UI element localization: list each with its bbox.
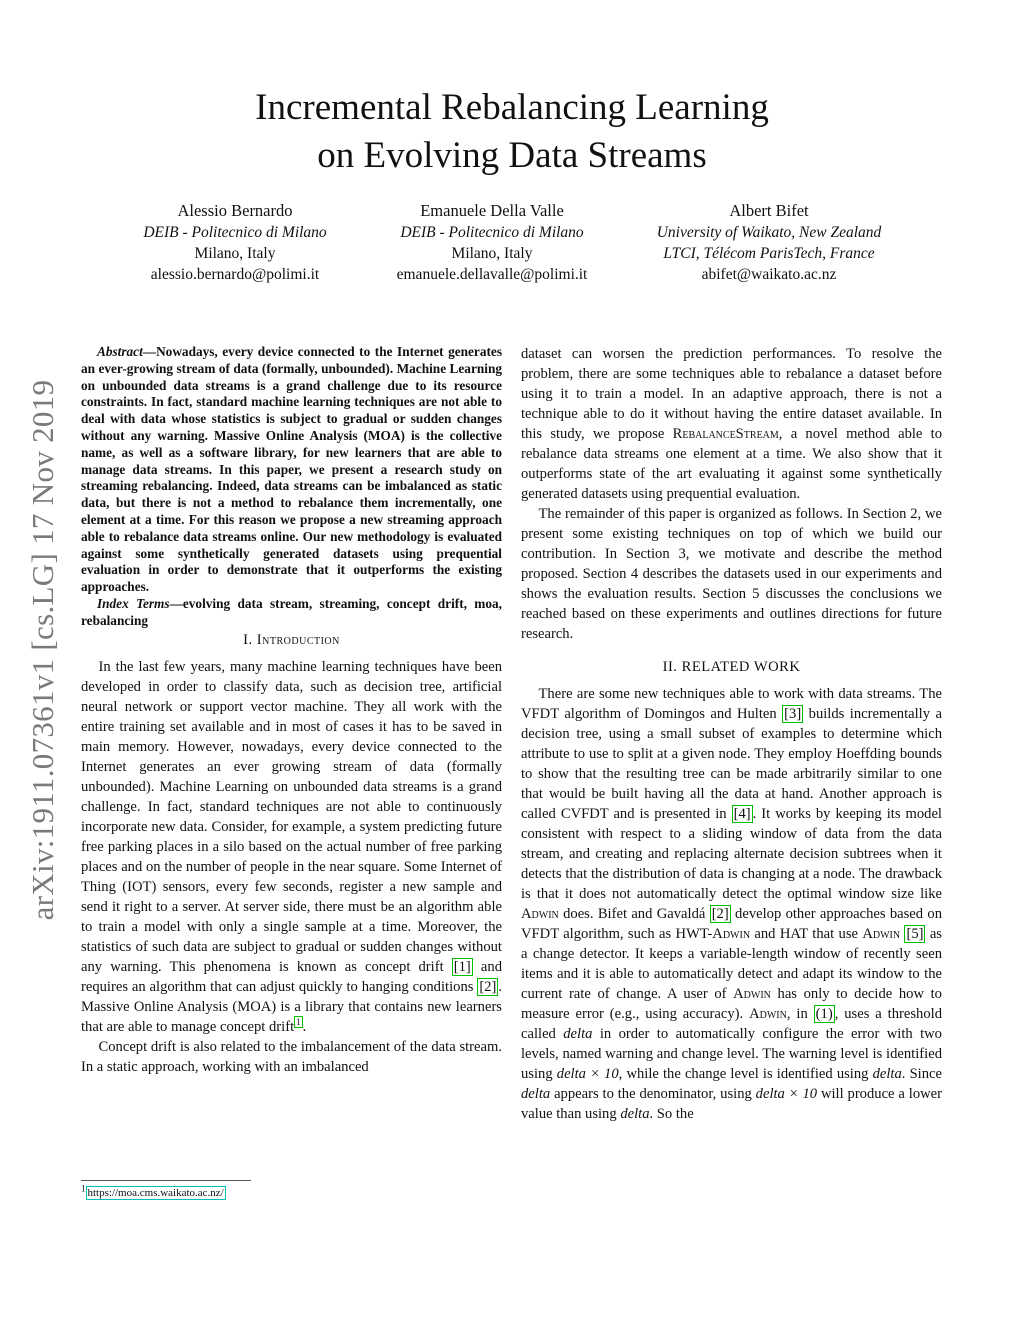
citation-link[interactable]: [2] xyxy=(711,906,729,922)
method-name: RebalanceStream xyxy=(672,426,779,442)
author-email: emanuele.dellavalle@polimi.it xyxy=(396,266,588,283)
abstract xyxy=(81,344,502,596)
intro-paragraph-2-continued: dataset can worsen the prediction performances. To resolve the problem, there are some techniques able to rebalance a dataset before using it to train a model. In an adaptive approach, there is not a technique able to do it without having the entire dataset available. In this study, we propose RebalanceStream, a novel method able to rebalance data streams one element at a time. We also show that it outperforms state of the art evaluating it against some synthetically generated datasets using prequential evaluation. xyxy=(521,346,942,502)
citation-link[interactable]: [1] xyxy=(453,958,471,975)
citation-link[interactable]: [2] xyxy=(479,978,497,995)
author-email: alessio.bernardo@polimi.it xyxy=(150,266,320,283)
right-column xyxy=(521,344,942,1124)
title-line-2: on Evolving Data Streams xyxy=(317,135,707,176)
left-column xyxy=(81,344,502,1077)
footnote-rule xyxy=(81,1180,251,1181)
intro-paragraph-3: The remainder of this paper is organized as follows. In Section 2, we present some existing techniques on top of which we build our contribution. In Section 3, we motivate and describe the method proposed. Section 4 describes the datasets used in our experiments and shows the evaluation results. Section 5 discusses the conclusions we reached based on these experiments and outlines directions for future research. xyxy=(521,506,942,642)
index-terms xyxy=(81,596,502,630)
index-terms-label: Index Terms xyxy=(96,595,170,611)
author-affiliation: DEIB - Politecnico di Milano xyxy=(143,224,327,241)
footnote-number: 1 xyxy=(81,1183,86,1194)
author-location: Milano, Italy xyxy=(451,245,533,262)
section-heading-introduction: I. Introduction xyxy=(243,631,340,648)
section-heading-related-work: II. RELATED WORK xyxy=(662,659,801,675)
citation-link[interactable]: [3] xyxy=(784,706,802,722)
author-email: abifet@waikato.ac.nz xyxy=(701,266,837,283)
author-1 xyxy=(85,200,385,285)
footnote-url-link[interactable]: https://moa.cms.waikato.ac.nz/ xyxy=(87,1187,224,1199)
citation-link[interactable]: [5] xyxy=(906,926,924,942)
author-location: LTCI, Télécom ParisTech, France xyxy=(663,245,875,262)
arxiv-identifier: arXiv:1911.07361v1 [cs.LG] 17 Nov 2019 xyxy=(25,379,60,921)
author-block xyxy=(0,200,1024,300)
author-affiliation: DEIB - Politecnico di Milano xyxy=(400,224,584,241)
footnote-marker[interactable]: 1 xyxy=(296,1016,301,1027)
abstract-text: —Nowadays, every device connected to the Internet generates an ever-growing stream of data (formally, unbounded). Machine Learning on unbounded data streams is a grand challenge due to its resource constraints. In fact, standard machine learning techniques are not able to deal with data whose statistics is subject to gradual or sudden changes without any warning. Massive Online Analysis (MOA) is the collective name, as well as a software library, for new learners that are able to manage data streams. In this paper, we present a research study on streaming rebalancing. Indeed, data streams can be imbalanced as static data, but there is not a method to rebalance them incrementally, one element at a time. For this reason we propose a new streaming approach able to rebalance data streams online. Our new methodology is evaluated against some synthetically generated datasets using prequential evaluation in order to demonstrate that it outperforms the existing approaches. xyxy=(81,344,502,595)
author-name: Emanuele Della Valle xyxy=(420,201,564,220)
author-2 xyxy=(342,200,642,285)
related-work-paragraph: There are some new techniques able to work with data streams. The VFDT algorithm of Domingos and Hulten [3] builds incrementally a decision tree, using a small subset of examples to determine which attribute to use to split at a given node. They employ Hoeffding bounds to show that the resulting tree can be made arbitrarily similar to one that would be built having all the data at hand. Another approach is called CVFDT and is presented in [4] . It works by keeping its model consistent with respect to a sliding window of data from the data stream, and creating and replacing alternate decision subtrees when it detects that the distribution of data is changing at a node. The drawback is that it does not automatically detect the optimal window size like Adwin does. Bifet and Gavaldá [2] develop other approaches based on VFDT algorithm, such as HWT-Adwin and HAT that use Adwin [5] as a change detector. It keeps a variable-length window of recently seen items and it is able to automatically detect and adapt its window to the current rate of change. A user of Adwin has only to decide how to measure error (e.g., using accuracy). Adwin, in (1) , uses a threshold called delta in order to automatically configure the error with two levels, named warning and change level. The warning level is identified using delta × 10, while the change level is identified using delta. Since delta appears to the denominator, using delta × 10 will produce a lower value than using delta. So the xyxy=(521,686,942,1122)
author-location: Milano, Italy xyxy=(194,245,276,262)
title-line-1: Incremental Rebalancing Learning xyxy=(255,87,769,128)
author-name: Alessio Bernardo xyxy=(177,201,293,220)
arxiv-sidebar xyxy=(26,350,60,950)
footnote xyxy=(81,1183,226,1200)
abstract-label: Abstract xyxy=(96,344,143,359)
equation-link[interactable]: (1) xyxy=(815,1006,833,1022)
author-name: Albert Bifet xyxy=(729,201,809,220)
author-3 xyxy=(619,200,919,285)
paper-title xyxy=(112,84,912,180)
intro-paragraph-1: In the last few years, many machine learning techniques have been developed in order to classify data, such as decision tree, artificial neural network or support vector machine. They all work with the entire training set available and in most of cases it has to be saved in main memory. However, nowadays, every device connected to the Internet generates an ever growing stream of data (formally unbounded). Machine Learning on unbounded data streams is a grand challenge. In fact, standard techniques are not able to continuously incorporate new data. Consider, for example, a system predicting future free parking places in a silo based on the actual number of free parking places and on the number of people in the near square. Some Internet of Thing (IOT) sensors, every few seconds, register a new sample and send it right to a server. At server side, there must be an algorithm able to train a model with only a single sample at a time. Moreover, the statistics of such data are subject to gradual or sudden changes without any warning. This phenomena is known as concept drift [1] and requires an algorithm that can adjust quickly to hanging conditions [2] . Massive Online Analysis (MOA) is a library that contains new learners that are able to manage concept drift $^1$ . xyxy=(81,658,502,1035)
citation-link[interactable]: [4] xyxy=(733,806,751,822)
author-affiliation: University of Waikato, New Zealand xyxy=(656,224,882,241)
intro-paragraph-2: Concept drift is also related to the imbalancement of the data stream. In a static approach, working with an imbalanced xyxy=(81,1038,502,1075)
index-terms-text: —evolving data stream, streaming, concept drift, moa, rebalancing xyxy=(81,595,503,628)
